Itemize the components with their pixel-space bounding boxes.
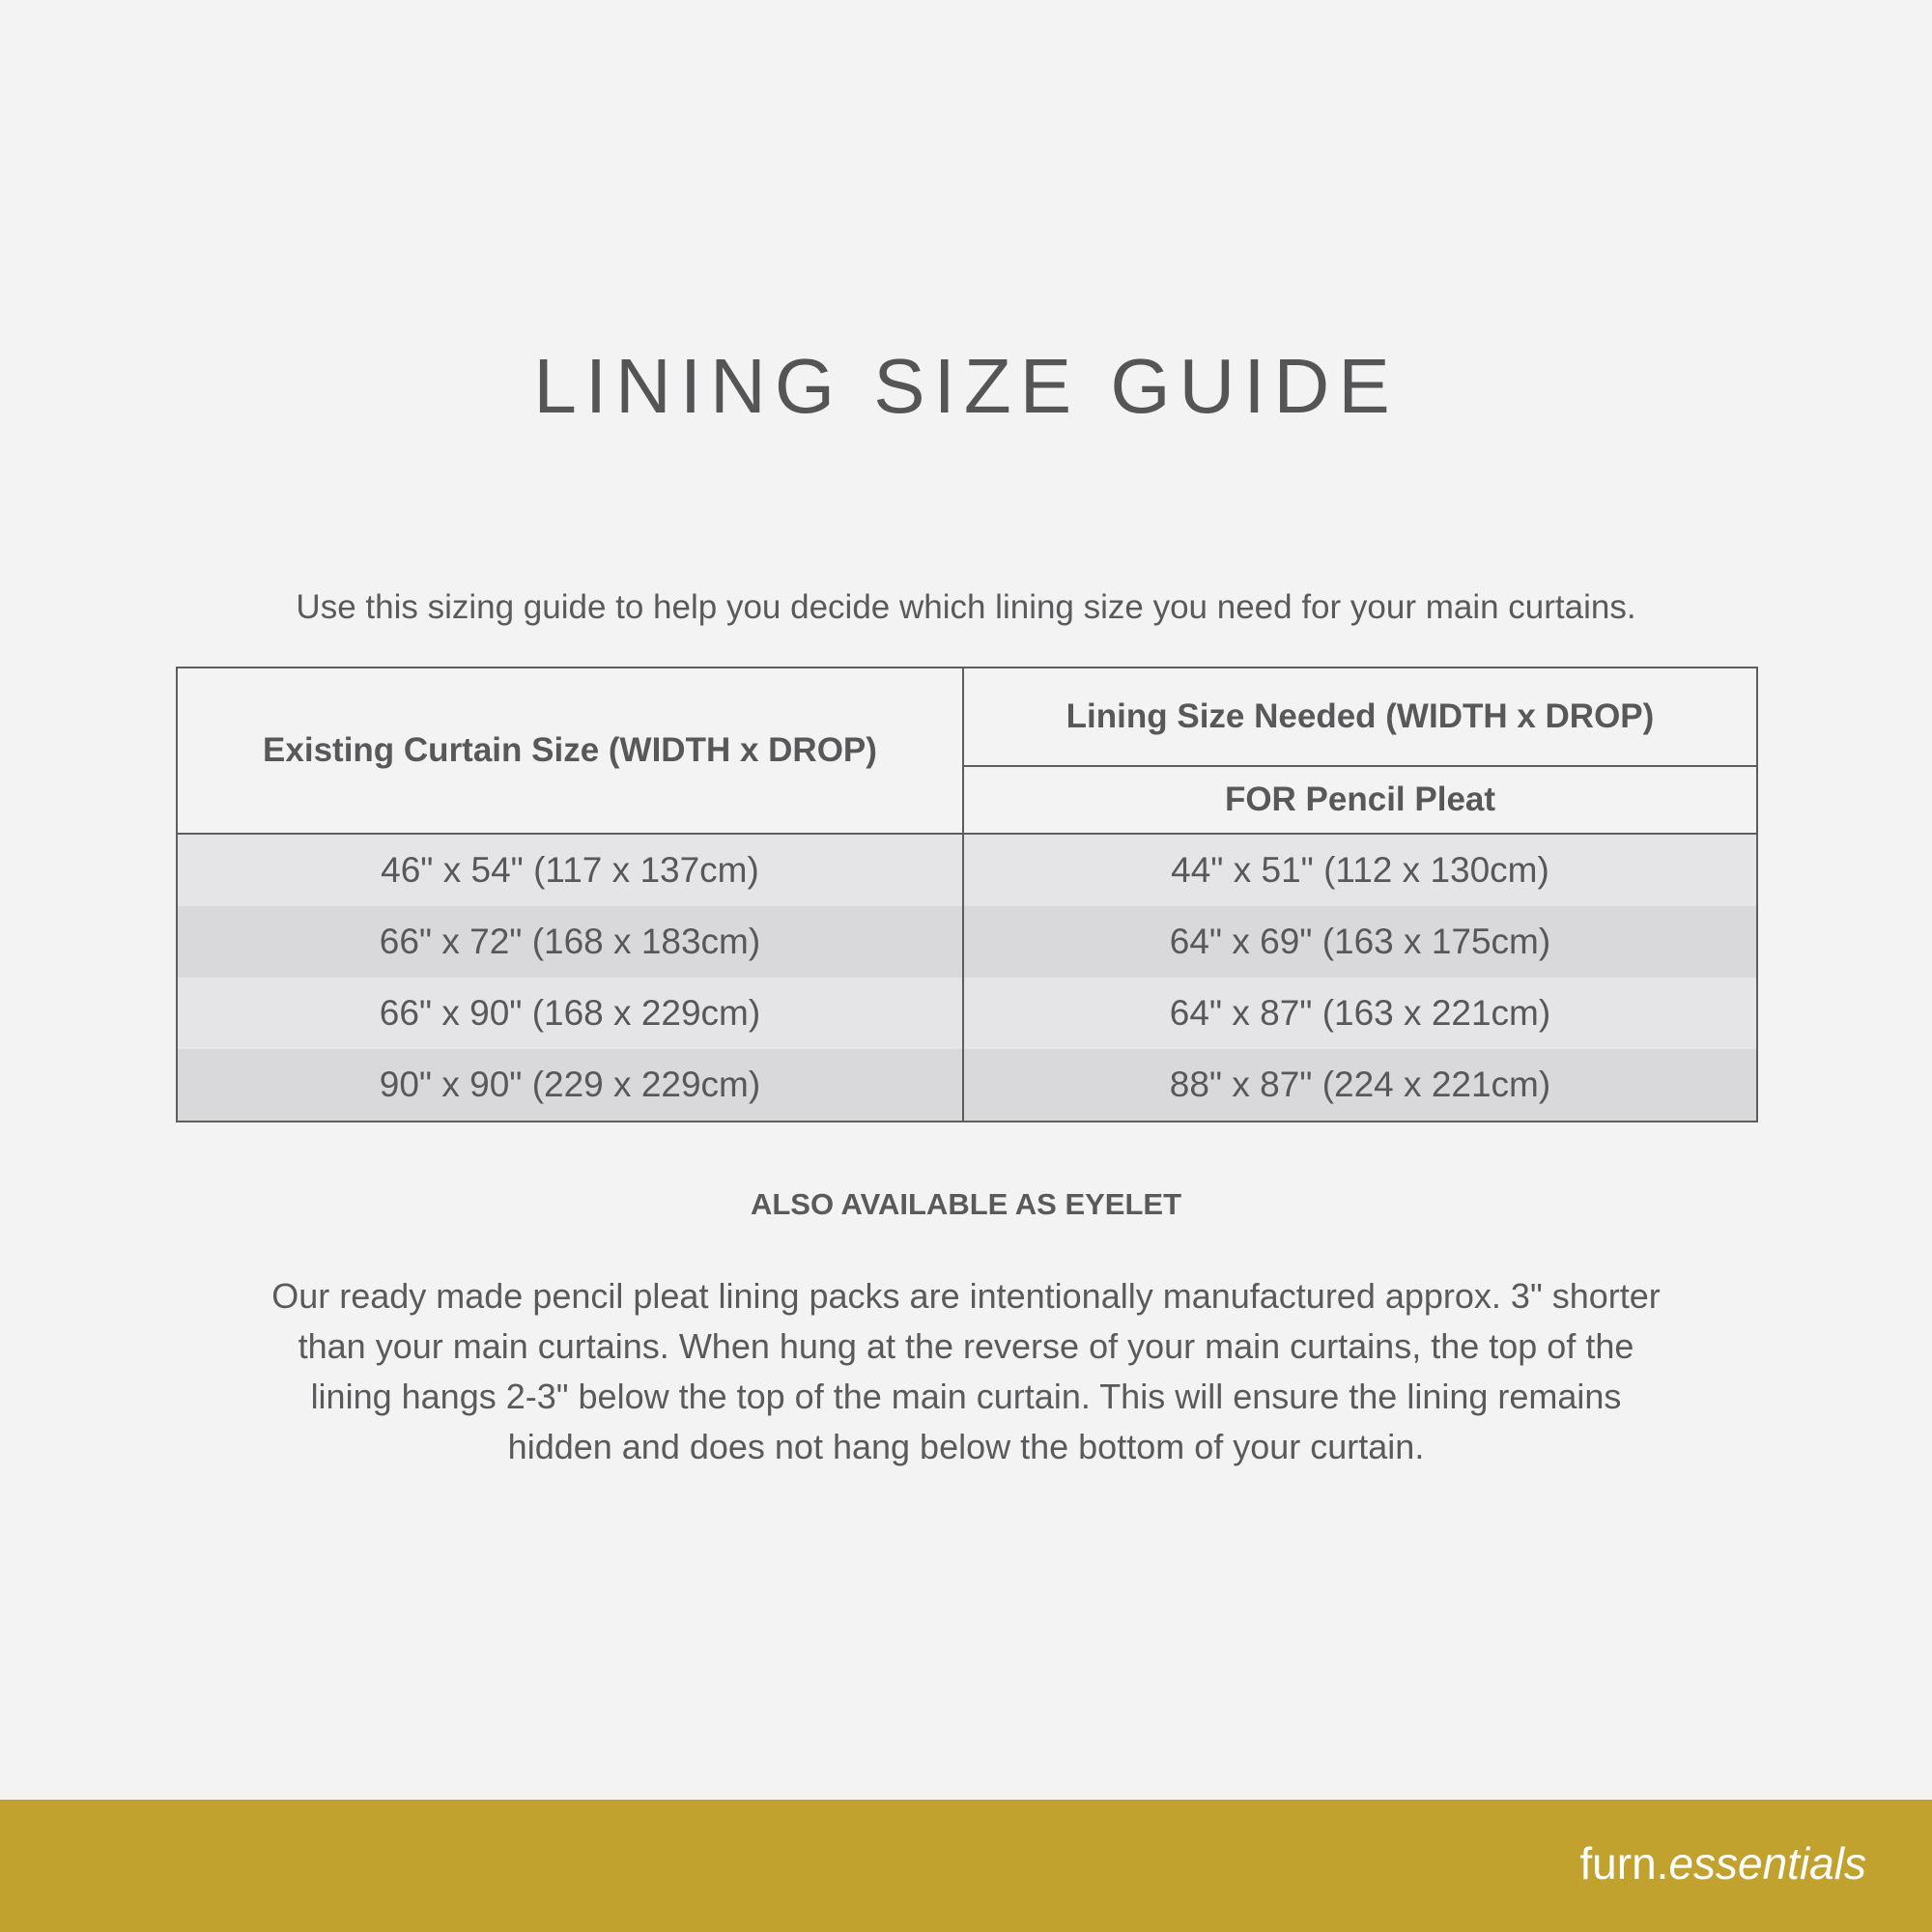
brand-logo-furn: furn. [1579,1838,1669,1889]
lining-explanation [184,1271,1748,1472]
lining-size-cell: 88" x 87" (224 x 221cm) [963,1049,1757,1122]
intro-text: Use this sizing guide to help you decide which lining size you need for your main curtains. [296,588,1636,626]
existing-size-cell: 90" x 90" (229 x 229cm) [177,1049,963,1122]
lining-size-table [176,667,1758,1122]
header-pencil-pleat: FOR Pencil Pleat [963,766,1757,834]
lining-size-cell: 44" x 51" (112 x 130cm) [963,834,1757,906]
table-row [177,906,1757,978]
explanation-line: hidden and does not hang below the bottom of your curtain. [507,1427,1425,1466]
brand-logo-essentials: essentials [1668,1838,1866,1889]
lining-size-cell: 64" x 87" (163 x 221cm) [963,978,1757,1049]
existing-size-cell: 66" x 90" (168 x 229cm) [177,978,963,1049]
existing-size-cell: 46" x 54" (117 x 137cm) [177,834,963,906]
eyelet-availability-note: ALSO AVAILABLE AS EYELET [750,1187,1182,1221]
page-title: LINING SIZE GUIDE [533,343,1399,429]
table-row [177,978,1757,1049]
table-row [177,1049,1757,1122]
existing-size-cell: 66" x 72" (168 x 183cm) [177,906,963,978]
brand-logo [1579,1834,1866,1892]
explanation-line: than your main curtains. When hung at the reverse of your main curtains, the top of the [298,1326,1634,1366]
explanation-line: lining hangs 2-3" below the top of the main curtain. This will ensure the lining remains [310,1377,1622,1416]
footer-bar [0,1800,1932,1932]
table-row [177,834,1757,906]
header-lining-size-needed: Lining Size Needed (WIDTH x DROP) [963,668,1757,766]
header-existing-curtain-size: Existing Curtain Size (WIDTH x DROP) [177,668,963,834]
lining-size-cell: 64" x 69" (163 x 175cm) [963,906,1757,978]
explanation-line: Our ready made pencil pleat lining packs are intentionally manufactured approx. 3" shorter [271,1276,1661,1316]
